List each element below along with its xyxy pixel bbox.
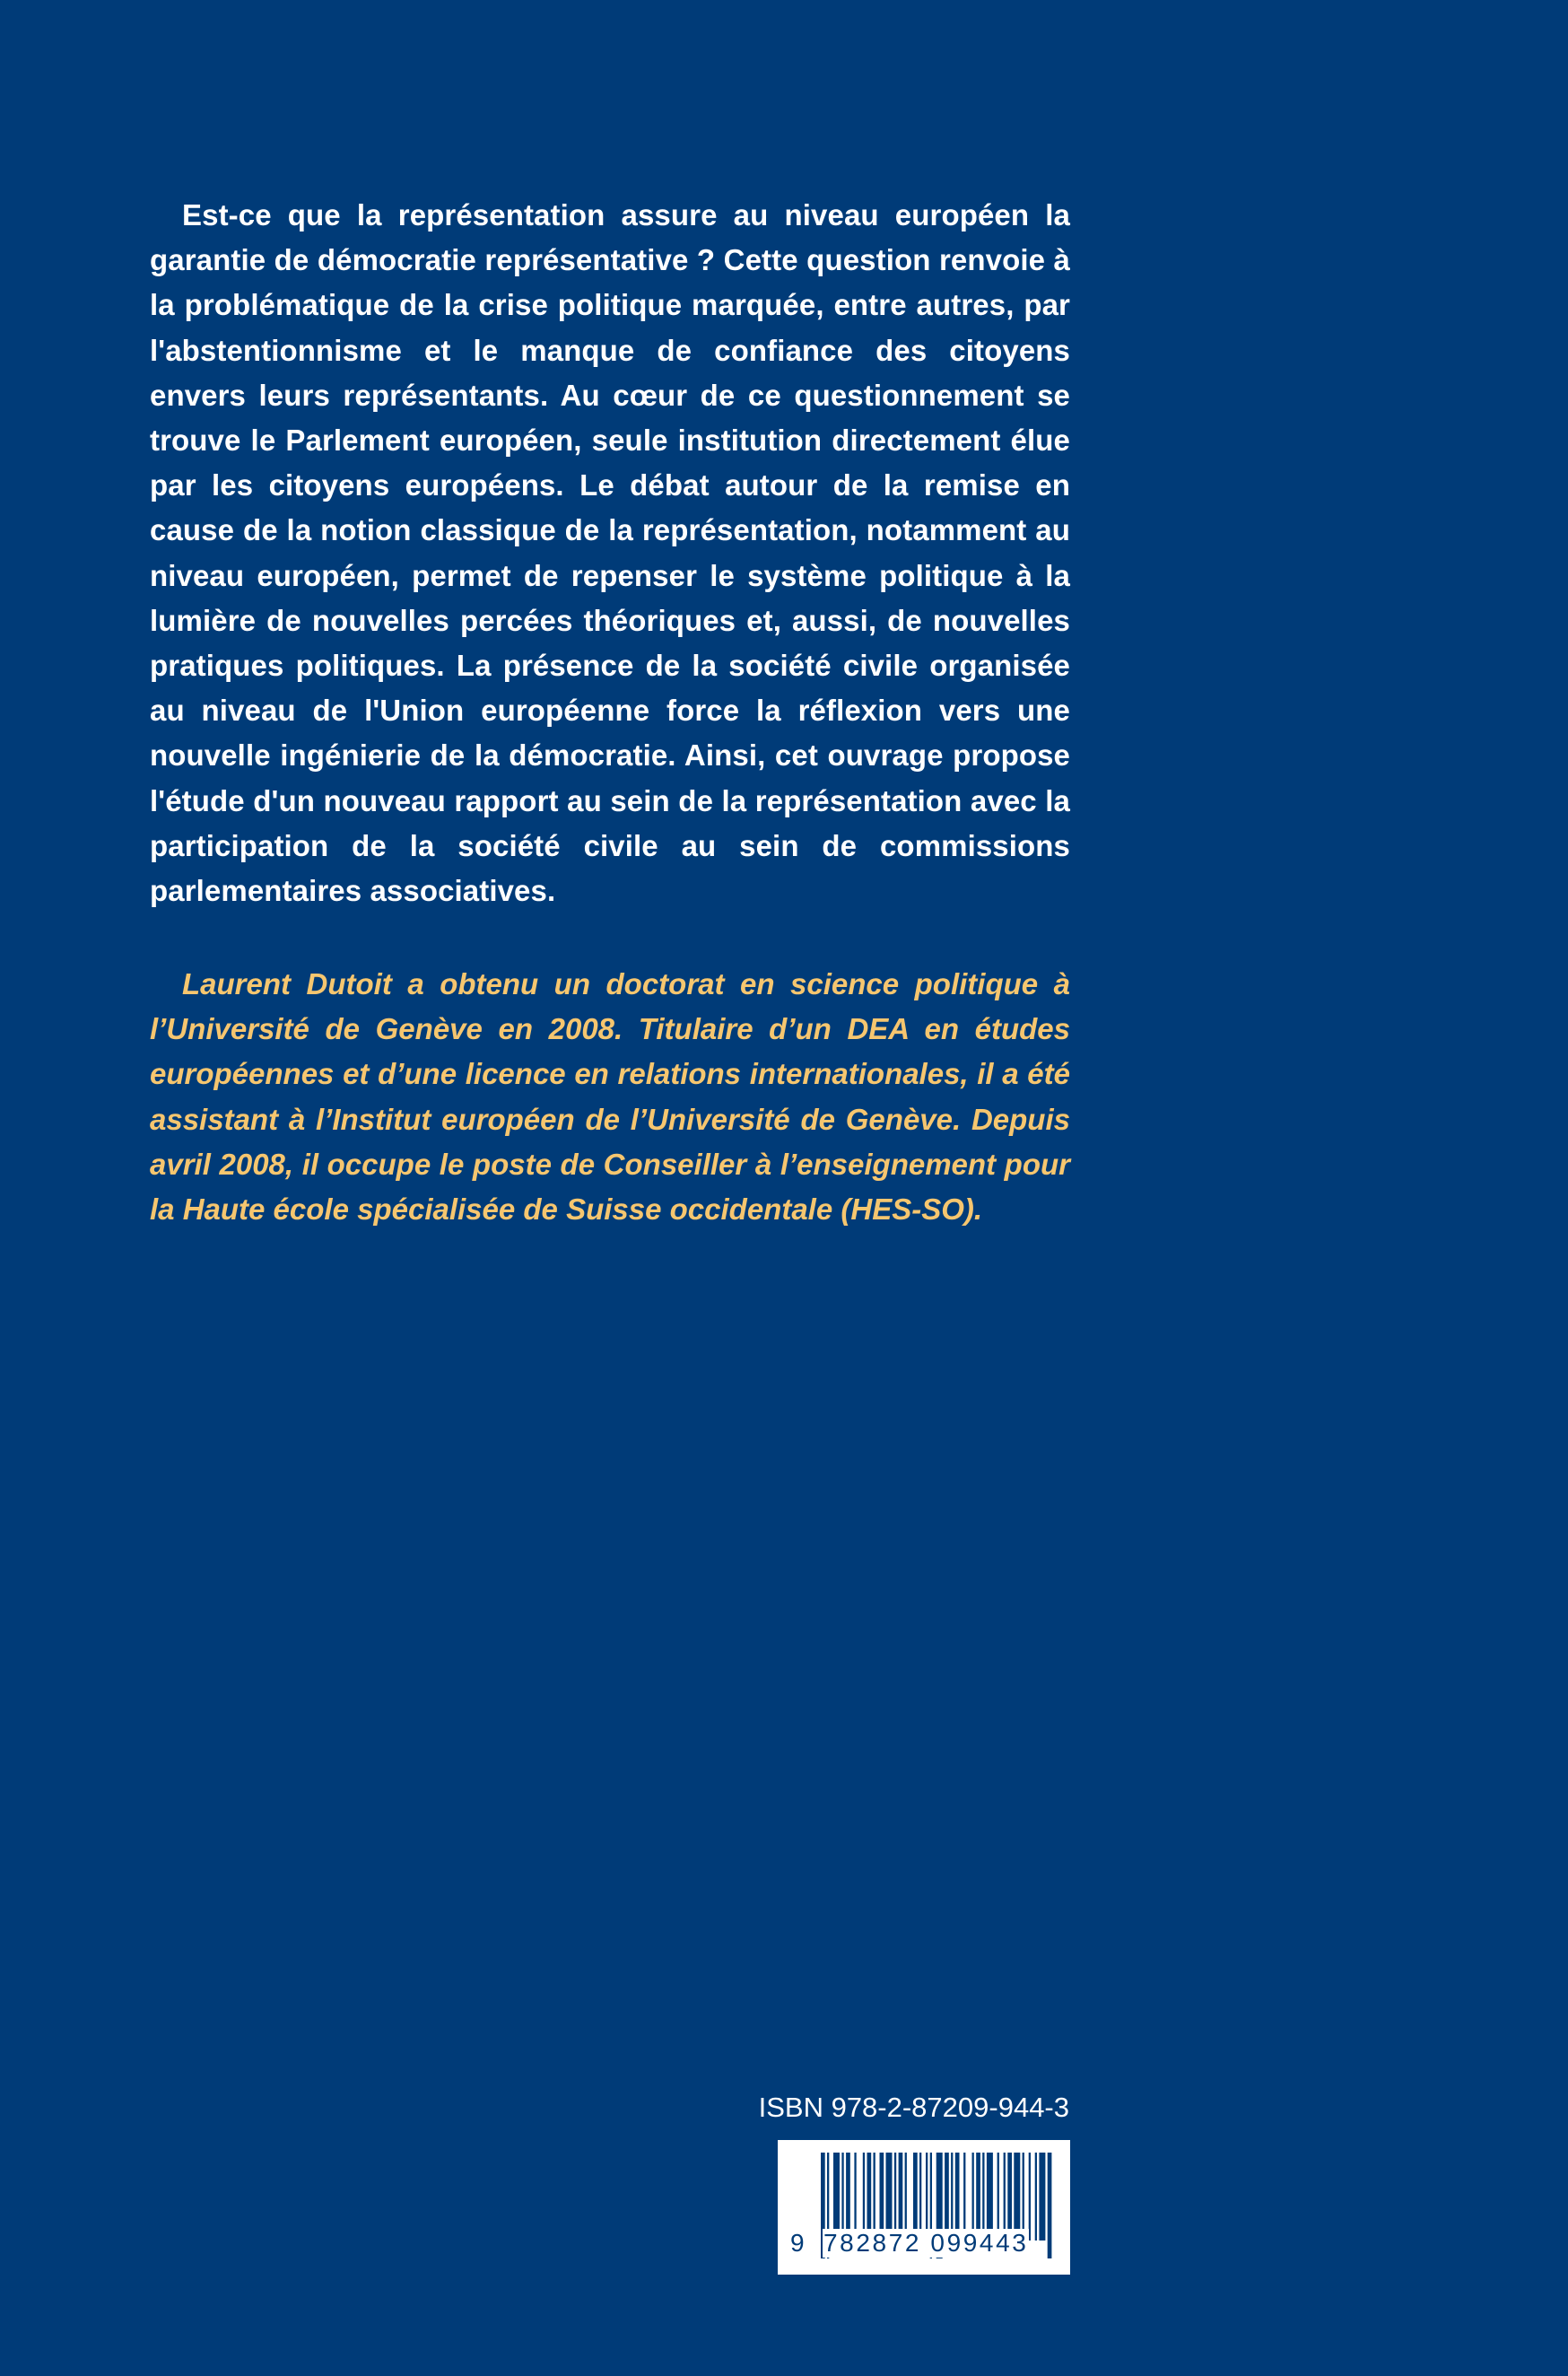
barcode-bar [833, 2153, 840, 2241]
barcode-bar [926, 2153, 928, 2241]
barcode-bar [913, 2153, 918, 2241]
isbn-label: ISBN 978-2-87209-944-3 [758, 2092, 1069, 2123]
barcode-bar [963, 2153, 965, 2241]
barcode-bar [1029, 2153, 1031, 2241]
barcode-bar [982, 2153, 984, 2241]
book-summary: Est-ce que la représentation assure au niveau européen la garantie de démocratie représentative ? Cette question renvoie à la problématique de la crise politique marquée, entre autres, par l'abstentionnisme et le manque de confiance des citoyens envers leurs représentants. Au cœur de ce questionnement se trouve le Parlement européen, seule institution directement élue par les citoyens européens. Le débat autour de la remise en cause de la notion classique de la représentation, notamment au niveau européen, permet de repenser le système politique à la lumière de nouvelles percées théoriques et, aussi, de nouvelles pratiques politiques. La présence de la société civile organisée au niveau de l'Union européenne force la réflexion vers une nouvelle ingénierie de la démocratie. Ainsi, cet ouvrage propose l'étude d'un nouveau rapport au sein de la représentation avec la participation de la société civile au sein de commissions parlementaires associatives. [150, 198, 1070, 908]
barcode-number: 782872 099443 [823, 2229, 1029, 2257]
barcode-bar [867, 2153, 872, 2241]
barcode-bar [841, 2153, 843, 2241]
barcode-bar [880, 2153, 884, 2241]
barcode-bar [919, 2153, 921, 2241]
barcode-bar [905, 2153, 907, 2241]
barcode-bar [972, 2153, 974, 2241]
barcode-bar [1004, 2153, 1006, 2241]
barcode-bar [863, 2153, 865, 2241]
barcode-bar [1039, 2153, 1045, 2241]
barcode-bar [997, 2153, 999, 2241]
barcode-bar [945, 2153, 949, 2241]
barcode-bar [955, 2153, 960, 2241]
barcode-bar [987, 2153, 993, 2241]
barcode-bar [854, 2153, 856, 2241]
barcode-bar [846, 2153, 850, 2241]
barcode-bar [894, 2153, 896, 2241]
barcode-bar [886, 2153, 893, 2241]
barcode-bar [951, 2153, 953, 2241]
barcode-bar [1035, 2153, 1037, 2241]
author-bio: Laurent Dutoit a obtenu un doctorat en science politique à l’Université de Genève en 2008. Titulaire d’un DEA en études européennes et d’une licence en relations internationales, il a été assistant à l’Institut européen de l’Université de Genève. Depuis avril 2008, il occupe le poste de Conseiller à l’enseignement pour la Haute école spécialisée de Suisse occidentale (HES-SO). [150, 967, 1070, 1227]
barcode-bar [976, 2153, 980, 2241]
barcode-lead-digit: 9 [790, 2229, 807, 2257]
barcode-bar [899, 2153, 903, 2241]
barcode-bar [1023, 2153, 1024, 2241]
barcode-digits [778, 2229, 1070, 2261]
barcode [778, 2140, 1070, 2275]
barcode-bar [1007, 2153, 1012, 2241]
barcode-bar [1014, 2153, 1020, 2241]
barcode-bar [874, 2153, 875, 2241]
